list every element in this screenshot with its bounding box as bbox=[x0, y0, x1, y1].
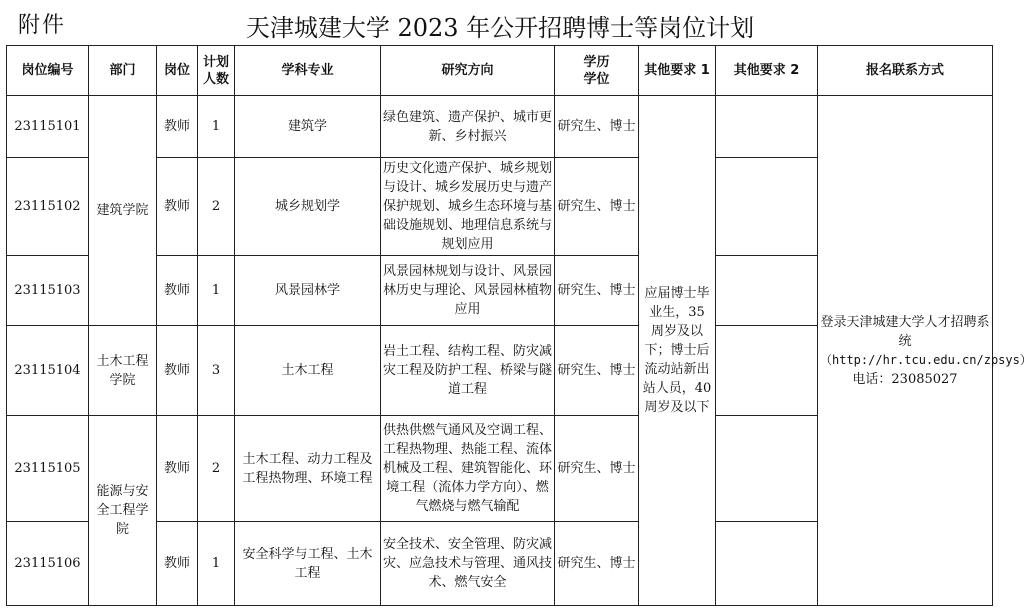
post-code: 23115103 bbox=[7, 256, 89, 326]
col-header-plan bbox=[198, 46, 235, 96]
post-type: 教师 bbox=[157, 326, 198, 416]
post-code: 23115102 bbox=[7, 158, 89, 256]
col-header-dept: 部门 bbox=[89, 46, 157, 96]
col-header-degree bbox=[555, 46, 639, 96]
col-header-plan-line2: 人数 bbox=[202, 71, 229, 87]
col-header-degree-line1: 学历 bbox=[583, 54, 610, 70]
col-header-req1: 其他要求 1 bbox=[639, 46, 716, 96]
plan-count: 3 bbox=[198, 326, 235, 416]
requirement2-cell bbox=[716, 256, 818, 326]
dept-cell: 建筑学院 bbox=[89, 96, 157, 326]
col-header-req2: 其他要求 2 bbox=[716, 46, 818, 96]
requirement1-cell: 应届博士毕业生，35 周岁及以下；博士后流动站新出站人员，40 周岁及以下 bbox=[639, 96, 716, 606]
attachment-label: 附件 bbox=[18, 13, 67, 38]
page-title: 天津城建大学 2023 年公开招聘博士等岗位计划 bbox=[245, 14, 755, 42]
plan-count: 1 bbox=[198, 522, 235, 606]
contact-phone: 电话：23085027 bbox=[852, 371, 958, 387]
direction-cell: 历史文化遗产保护、城乡规划与设计、城乡发展历史与遗产保护规划、城乡生态环境与基础设施规划、地理信息系统与规划应用 bbox=[381, 158, 555, 256]
post-code: 23115105 bbox=[7, 416, 89, 522]
col-header-degree-line2: 学位 bbox=[583, 71, 610, 87]
post-type: 教师 bbox=[157, 256, 198, 326]
post-type: 教师 bbox=[157, 416, 198, 522]
direction-cell: 供热供燃气通风及空调工程、工程热物理、热能工程、流体机械及工程、建筑智能化、环境工程（流体力学方向）、燃气燃烧与燃气输配 bbox=[381, 416, 555, 522]
requirement2-cell bbox=[716, 96, 818, 158]
requirement2-cell bbox=[716, 522, 818, 606]
major-cell: 土木工程、动力工程及工程热物理、环境工程 bbox=[235, 416, 381, 522]
degree-cell: 研究生、博士 bbox=[555, 326, 639, 416]
degree-cell: 研究生、博士 bbox=[555, 158, 639, 256]
direction-cell: 绿色建筑、遗产保护、城市更新、乡村振兴 bbox=[381, 96, 555, 158]
major-cell: 风景园林学 bbox=[235, 256, 381, 326]
post-code: 23115101 bbox=[7, 96, 89, 158]
major-cell: 城乡规划学 bbox=[235, 158, 381, 256]
contact-system: 登录天津城建大学人才招聘系统 bbox=[820, 314, 990, 349]
major-cell: 土木工程 bbox=[235, 326, 381, 416]
plan-count: 2 bbox=[198, 158, 235, 256]
requirement2-cell bbox=[716, 158, 818, 256]
direction-cell: 岩土工程、结构工程、防灾减灾工程及防护工程、桥梁与隧道工程 bbox=[381, 326, 555, 416]
table-row bbox=[7, 96, 993, 158]
dept-cell: 土木工程学院 bbox=[89, 326, 157, 416]
col-header-code: 岗位编号 bbox=[7, 46, 89, 96]
recruitment-plan-table bbox=[6, 45, 1032, 606]
col-header-contact: 报名联系方式 bbox=[818, 46, 993, 96]
direction-cell: 安全技术、安全管理、防灾减灾、应急技术与管理、通风技术、燃气安全 bbox=[381, 522, 555, 606]
major-cell: 建筑学 bbox=[235, 96, 381, 158]
degree-cell: 研究生、博士 bbox=[555, 416, 639, 522]
col-header-post: 岗位 bbox=[157, 46, 198, 96]
post-type: 教师 bbox=[157, 96, 198, 158]
major-cell: 安全科学与工程、土木工程 bbox=[235, 522, 381, 606]
requirement2-cell bbox=[716, 416, 818, 522]
requirement2-cell bbox=[716, 326, 818, 416]
contact-cell bbox=[818, 96, 1032, 606]
post-type: 教师 bbox=[157, 522, 198, 606]
col-header-plan-line1: 计划 bbox=[202, 54, 229, 70]
degree-cell: 研究生、博士 bbox=[555, 522, 639, 606]
degree-cell: 研究生、博士 bbox=[555, 256, 639, 326]
plan-count: 1 bbox=[198, 256, 235, 326]
dept-cell: 能源与安全工程学院 bbox=[89, 416, 157, 606]
col-header-direction: 研究方向 bbox=[381, 46, 555, 96]
header-row bbox=[7, 46, 993, 96]
col-header-major: 学科专业 bbox=[235, 46, 381, 96]
plan-count: 1 bbox=[198, 96, 235, 158]
plan-count: 2 bbox=[198, 416, 235, 522]
post-code: 23115106 bbox=[7, 522, 89, 606]
contact-url-link[interactable]: （http://hr.tcu.edu.cn/zpsys） bbox=[820, 352, 1032, 367]
post-type: 教师 bbox=[157, 158, 198, 256]
direction-cell: 风景园林规划与设计、风景园林历史与理论、风景园林植物应用 bbox=[381, 256, 555, 326]
degree-cell: 研究生、博士 bbox=[555, 96, 639, 158]
post-code: 23115104 bbox=[7, 326, 89, 416]
